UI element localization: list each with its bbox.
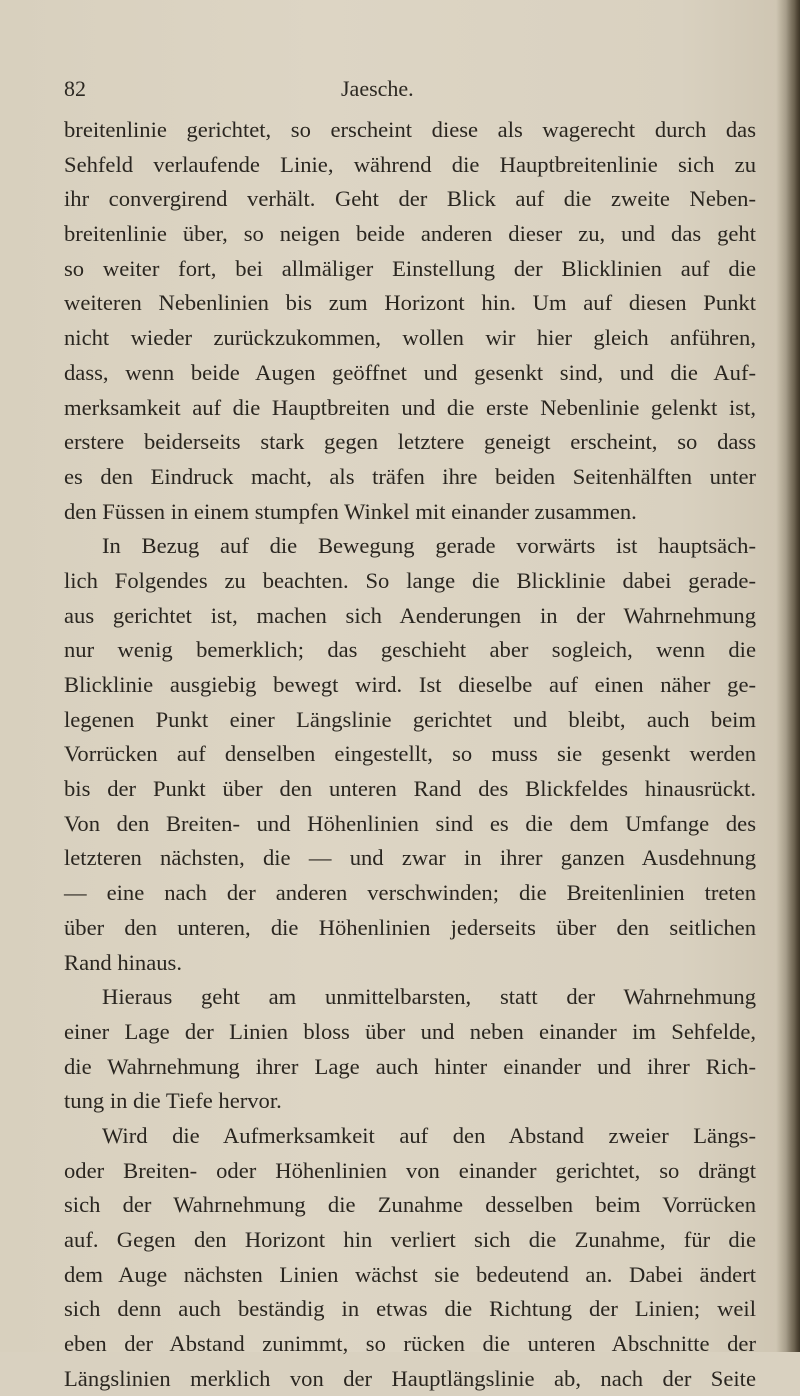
text-line: sich denn auch beständig in etwas die Richtung der Linien; weil — [64, 1296, 756, 1322]
text-line: dem Auge nächsten Linien wächst sie bedeutend an. Dabei ändert — [64, 1261, 756, 1287]
page-edge-shadow — [786, 0, 800, 1352]
text-line: bis der Punkt über den unteren Rand des Blickfeldes hinausrückt. — [64, 776, 756, 802]
text-line: nur wenig bemerklich; das geschieht aber sogleich, wenn die — [64, 637, 756, 663]
text-line: breitenlinie gerichtet, so erscheint diese als wagerecht durch das — [64, 117, 756, 142]
text-line: Wird die Aufmerksamkeit auf den Abstand zweier Längs- — [102, 1122, 756, 1148]
text-line: tung in die Tiefe hervor. — [64, 1088, 282, 1114]
text-line: letzteren nächsten, die — und zwar in ihrer ganzen Ausdehnung — [64, 845, 756, 871]
text-line: lich Folgendes zu beachten. So lange die Blicklinie dabei gerade- — [64, 567, 756, 593]
text-line: In Bezug auf die Bewegung gerade vorwärts ist hauptsäch- — [102, 533, 756, 559]
text-line: Blicklinie ausgiebig bewegt wird. Ist dieselbe auf einen näher ge- — [64, 672, 756, 697]
text-line: merksamkeit auf die Hauptbreiten und die erste Nebenlinie gelenkt ist, — [64, 394, 756, 420]
text-line: sich der Wahrnehmung die Zunahme desselben beim Vorrücken — [64, 1192, 756, 1218]
text-line: es den Eindruck macht, als träfen ihre beiden Seitenhälften unter — [64, 463, 756, 489]
text-line: dass, wenn beide Augen geöffnet und gesenkt sind, und die Auf- — [64, 359, 756, 385]
text-line: Von den Breiten- und Höhenlinien sind es die dem Umfange des — [64, 810, 756, 836]
text-line: weiteren Nebenlinien bis zum Horizont hin. Um auf diesen Punkt — [64, 290, 756, 316]
text-line: Längslinien merklich von der Hauptlängslinie ab, nach der Seite — [64, 1365, 756, 1391]
text-line: Rand hinaus. — [64, 949, 182, 975]
text-line: erstere beiderseits stark gegen letztere geneigt erscheint, so dass — [64, 429, 756, 455]
text-line: eben der Abstand zunimmt, so rücken die unteren Abschnitte der — [64, 1331, 756, 1357]
body-text — [64, 113, 756, 1396]
text-line: oder Breiten- oder Höhenlinien von einander gerichtet, so drängt — [64, 1157, 756, 1183]
page-header — [64, 76, 754, 106]
text-line: nicht wieder zurückzukommen, wollen wir hier gleich anführen, — [64, 325, 756, 351]
page-number: 82 — [64, 76, 86, 101]
text-line: ihr convergirend verhält. Geht der Blick auf die zweite Neben- — [64, 186, 756, 212]
text-line: Hieraus geht am unmittelbarsten, statt der Wahrnehmung — [102, 984, 756, 1010]
text-line: Sehfeld verlaufende Linie, während die Hauptbreitenlinie sich zu — [64, 151, 756, 177]
text-line: auf. Gegen den Horizont hin verliert sich die Zunahme, für die — [64, 1227, 756, 1252]
text-line: über den unteren, die Höhenlinien jederseits über den seitlichen — [64, 914, 756, 940]
text-line: breitenlinie über, so neigen beide anderen dieser zu, und das geht — [64, 221, 756, 247]
text-line: legenen Punkt einer Längslinie gerichtet und bleibt, auch beim — [64, 706, 756, 732]
text-line: einer Lage der Linien bloss über und neben einander im Sehfelde, — [64, 1018, 756, 1044]
text-line: den Füssen in einem stumpfen Winkel mit einander zusammen. — [64, 498, 637, 524]
text-line: — eine nach der anderen verschwinden; die Breitenlinien treten — [64, 880, 756, 906]
text-line: Vorrücken auf denselben eingestellt, so muss sie gesenkt werden — [64, 741, 756, 767]
text-line: so weiter fort, bei allmäliger Einstellung der Blicklinien auf die — [64, 255, 756, 281]
running-head: Jaesche. — [341, 76, 414, 101]
text-line: aus gerichtet ist, machen sich Aenderungen in der Wahrnehmung — [64, 602, 756, 628]
text-line: die Wahrnehmung ihrer Lage auch hinter einander und ihrer Rich- — [64, 1053, 756, 1079]
